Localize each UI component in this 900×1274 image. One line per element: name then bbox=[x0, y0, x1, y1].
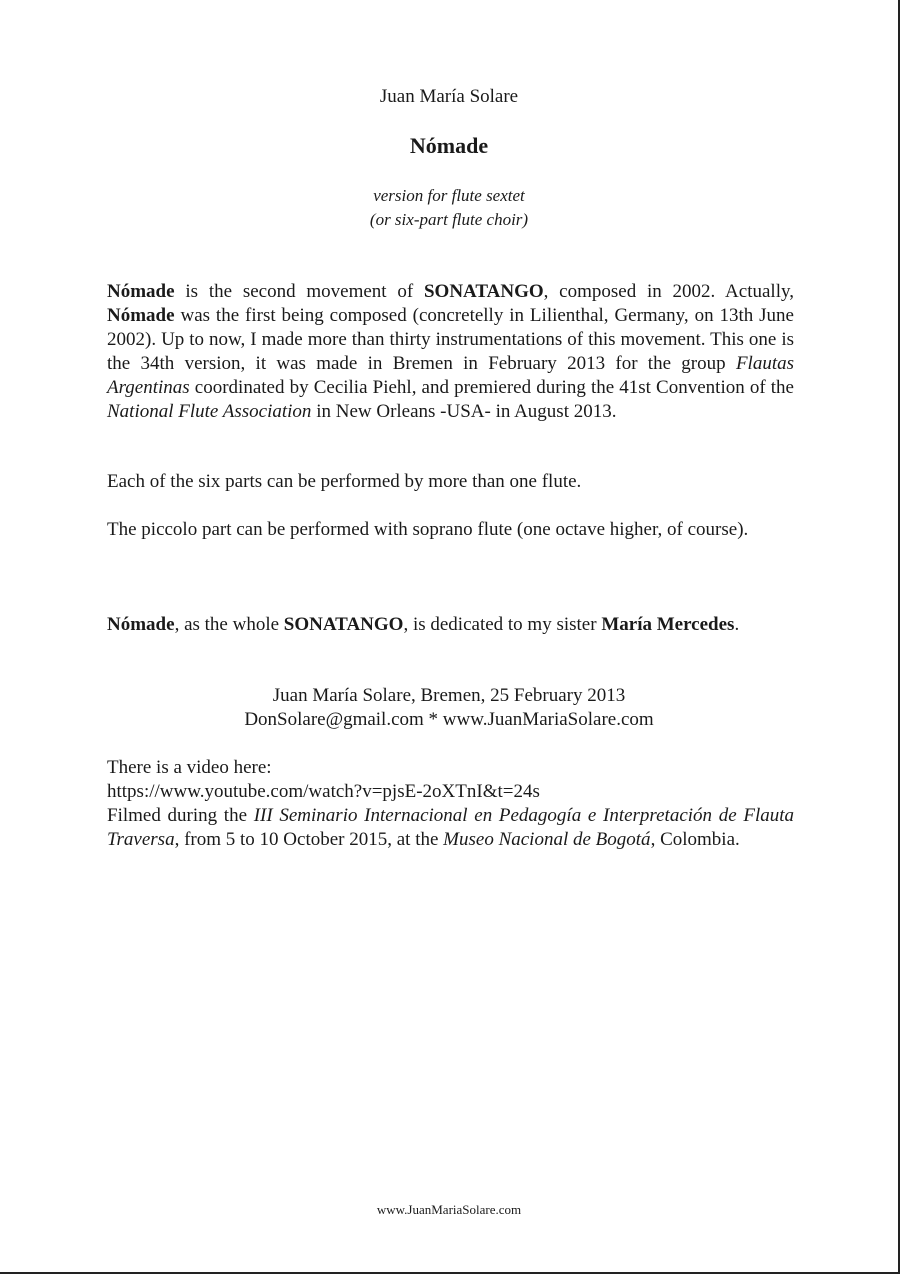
signature-block bbox=[0, 684, 898, 732]
text-fragment: is the second movement of bbox=[174, 281, 424, 302]
text-fragment: , from 5 to 10 October 2015, at the bbox=[174, 829, 444, 850]
subtitle-line-2: (or six-part flute choir) bbox=[369, 210, 529, 229]
author-name: Juan María Solare bbox=[379, 86, 519, 107]
footer-website[interactable]: www.JuanMariaSolare.com bbox=[376, 1202, 522, 1217]
text-fragment: . bbox=[734, 614, 740, 635]
bold-dedicatee: María Mercedes bbox=[601, 614, 735, 635]
piece-title: Nómade bbox=[409, 133, 489, 158]
bold-sonatango: SONATANGO bbox=[423, 281, 544, 302]
subtitle bbox=[0, 184, 898, 232]
text-fragment: Filmed during the bbox=[107, 805, 254, 826]
text-fragment: in New Orleans -USA- in August 2013. bbox=[311, 401, 617, 422]
italic-association-name: National Flute Association bbox=[107, 401, 312, 422]
video-description bbox=[107, 805, 794, 850]
contact-line[interactable]: DonSolare@gmail.com * www.JuanMariaSolare.com bbox=[244, 709, 654, 730]
text-fragment: , as the whole bbox=[174, 614, 284, 635]
signature-line: Juan María Solare, Bremen, 25 February 2013 bbox=[272, 685, 626, 706]
paragraph-history bbox=[107, 280, 794, 424]
paragraph-parts: Each of the six parts can be performed by more than one flute. bbox=[107, 471, 582, 492]
text-fragment: was the first being composed (concretelly in Lilienthal, Germany, on 13th June 2002). Up to now, I made more than thirty instrumentations of this movement. This one is the 34th version, it was made in Bremen in February 2013 for the group bbox=[107, 305, 794, 374]
text-fragment: , composed in 2002. Actually, bbox=[543, 281, 794, 302]
italic-museum-name: Museo Nacional de Bogotá bbox=[443, 829, 651, 850]
bold-nomade: Nómade bbox=[107, 305, 175, 326]
bold-sonatango: SONATANGO bbox=[283, 614, 404, 635]
text-fragment: , is dedicated to my sister bbox=[403, 614, 602, 635]
text-fragment: , Colombia. bbox=[650, 829, 740, 850]
italic-seminar-name: III Seminario Internacional en Pedagogía e Interpretación de Flauta Traversa bbox=[107, 805, 794, 850]
video-link[interactable]: https://www.youtube.com/watch?v=pjsE-2oXTnI&t=24s bbox=[107, 781, 540, 802]
italic-group-name: Flautas Argentinas bbox=[107, 353, 794, 398]
video-intro: There is a video here: bbox=[107, 757, 272, 778]
text-fragment: coordinated by Cecilia Piehl, and premiered during the 41st Convention of the bbox=[189, 377, 794, 398]
video-info bbox=[107, 756, 794, 852]
subtitle-line-1: version for flute sextet bbox=[373, 186, 525, 205]
bold-nomade: Nómade bbox=[107, 281, 175, 302]
paragraph-piccolo: The piccolo part can be performed with soprano flute (one octave higher, of course). bbox=[107, 519, 749, 540]
bold-nomade: Nómade bbox=[107, 614, 175, 635]
paragraph-dedication bbox=[107, 613, 794, 637]
